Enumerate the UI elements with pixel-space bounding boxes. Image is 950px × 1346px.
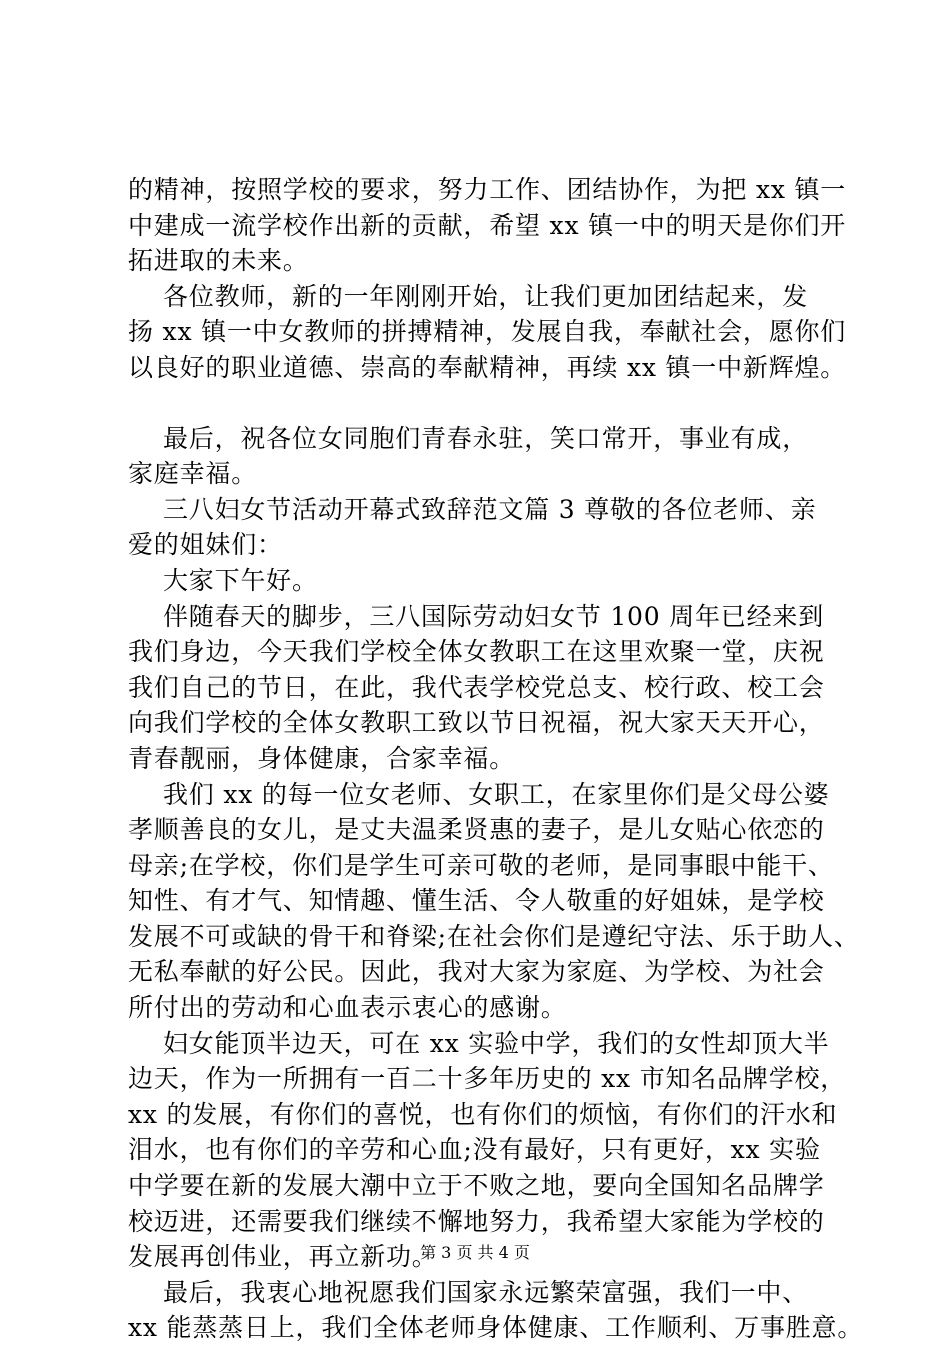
text-line: xx 能蒸蒸日上，我们全体老师身体健康、工作顺利、万事胜意。 [128,1313,864,1343]
text-line: 知性、有才气、知情趣、懂生活、令人敬重的好姐妹，是学校 [128,886,825,916]
text-line: 泪水，也有你们的辛劳和心血;没有最好，只有更好，xx 实验 [128,1135,821,1165]
text-line: 我们自己的节日，在此，我代表学校党总支、校行政、校工会 [128,672,825,702]
text-line: 以良好的职业道德、崇高的奉献精神，再续 xx 镇一中新辉煌。 [128,352,847,382]
text-line: 无私奉献的好公民。因此，我对大家为家庭、为学校、为社会 [128,957,825,987]
text-line: 校迈进，还需要我们继续不懈地努力，我希望大家能为学校的 [128,1206,825,1236]
text-line: 大家下午好。 [128,565,318,595]
text-line: 向我们学校的全体女教职工致以节日祝福，祝大家天天开心， [128,708,825,738]
text-line: 三八妇女节活动开幕式致辞范文篇 3 尊敬的各位老师、亲 [128,494,817,524]
page-number-footer: 第 3 页 共 4 页 [420,1243,530,1262]
text-line: 各位教师，新的一年刚刚开始，让我们更加团结起来，发 [128,281,808,311]
text-line: 我们身边，今天我们学校全体女教职工在这里欢聚一堂，庆祝 [128,637,825,667]
text-line: 边天，作为一所拥有一百二十多年历史的 xx 市知名品牌学校， [128,1064,847,1094]
text-line: 孝顺善良的女儿，是丈夫温柔贤惠的妻子，是儿女贴心依恋的 [128,815,825,845]
text-line: 发展再创伟业，再立新功。 [128,1242,438,1272]
blank-line [128,386,852,421]
text-line: 扬 xx 镇一中女教师的拼搏精神，发展自我，奉献社会，愿你们 [128,317,847,347]
text-line: 家庭幸福。 [128,459,258,489]
text-line: 爱的姐妹们： [128,530,283,560]
text-line: 中建成一流学校作出新的贡献，希望 xx 镇一中的明天是你们开 [128,210,847,240]
text-line: 青春靓丽，身体健康，合家幸福。 [128,743,516,773]
text-line: 伴随春天的脚步，三八国际劳动妇女节 100 周年已经来到 [128,601,824,631]
text-line: 中学要在新的发展大潮中立于不败之地，要向全国知名品牌学 [128,1171,825,1201]
text-line: 的精神，按照学校的要求，努力工作、团结协作，为把 xx 镇一 [128,175,847,204]
text-line: 最后，我衷心地祝愿我们国家永远繁荣富强，我们一中、 [128,1277,808,1307]
document-body [128,172,864,1346]
text-line: 妇女能顶半边天，可在 xx 实验中学，我们的女性却顶大半 [128,1028,830,1058]
text-line: 我们 xx 的每一位女老师、女职工，在家里你们是父母公婆 [128,779,830,809]
text-line: 发展不可或缺的骨干和脊梁;在社会你们是遵纪守法、乐于助人、 [128,921,860,951]
text-line: 最后，祝各位女同胞们青春永驻，笑口常开，事业有成， [128,423,808,453]
text-line: xx 的发展，有你们的喜悦，也有你们的烦恼，有你们的汗水和 [128,1099,838,1129]
text-line: 所付出的劳动和心血表示衷心的感谢。 [128,993,567,1023]
text-line: 母亲;在学校，你们是学生可亲可敬的老师，是同事眼中能干、 [128,850,834,880]
text-line: 拓进取的未来。 [128,246,309,276]
